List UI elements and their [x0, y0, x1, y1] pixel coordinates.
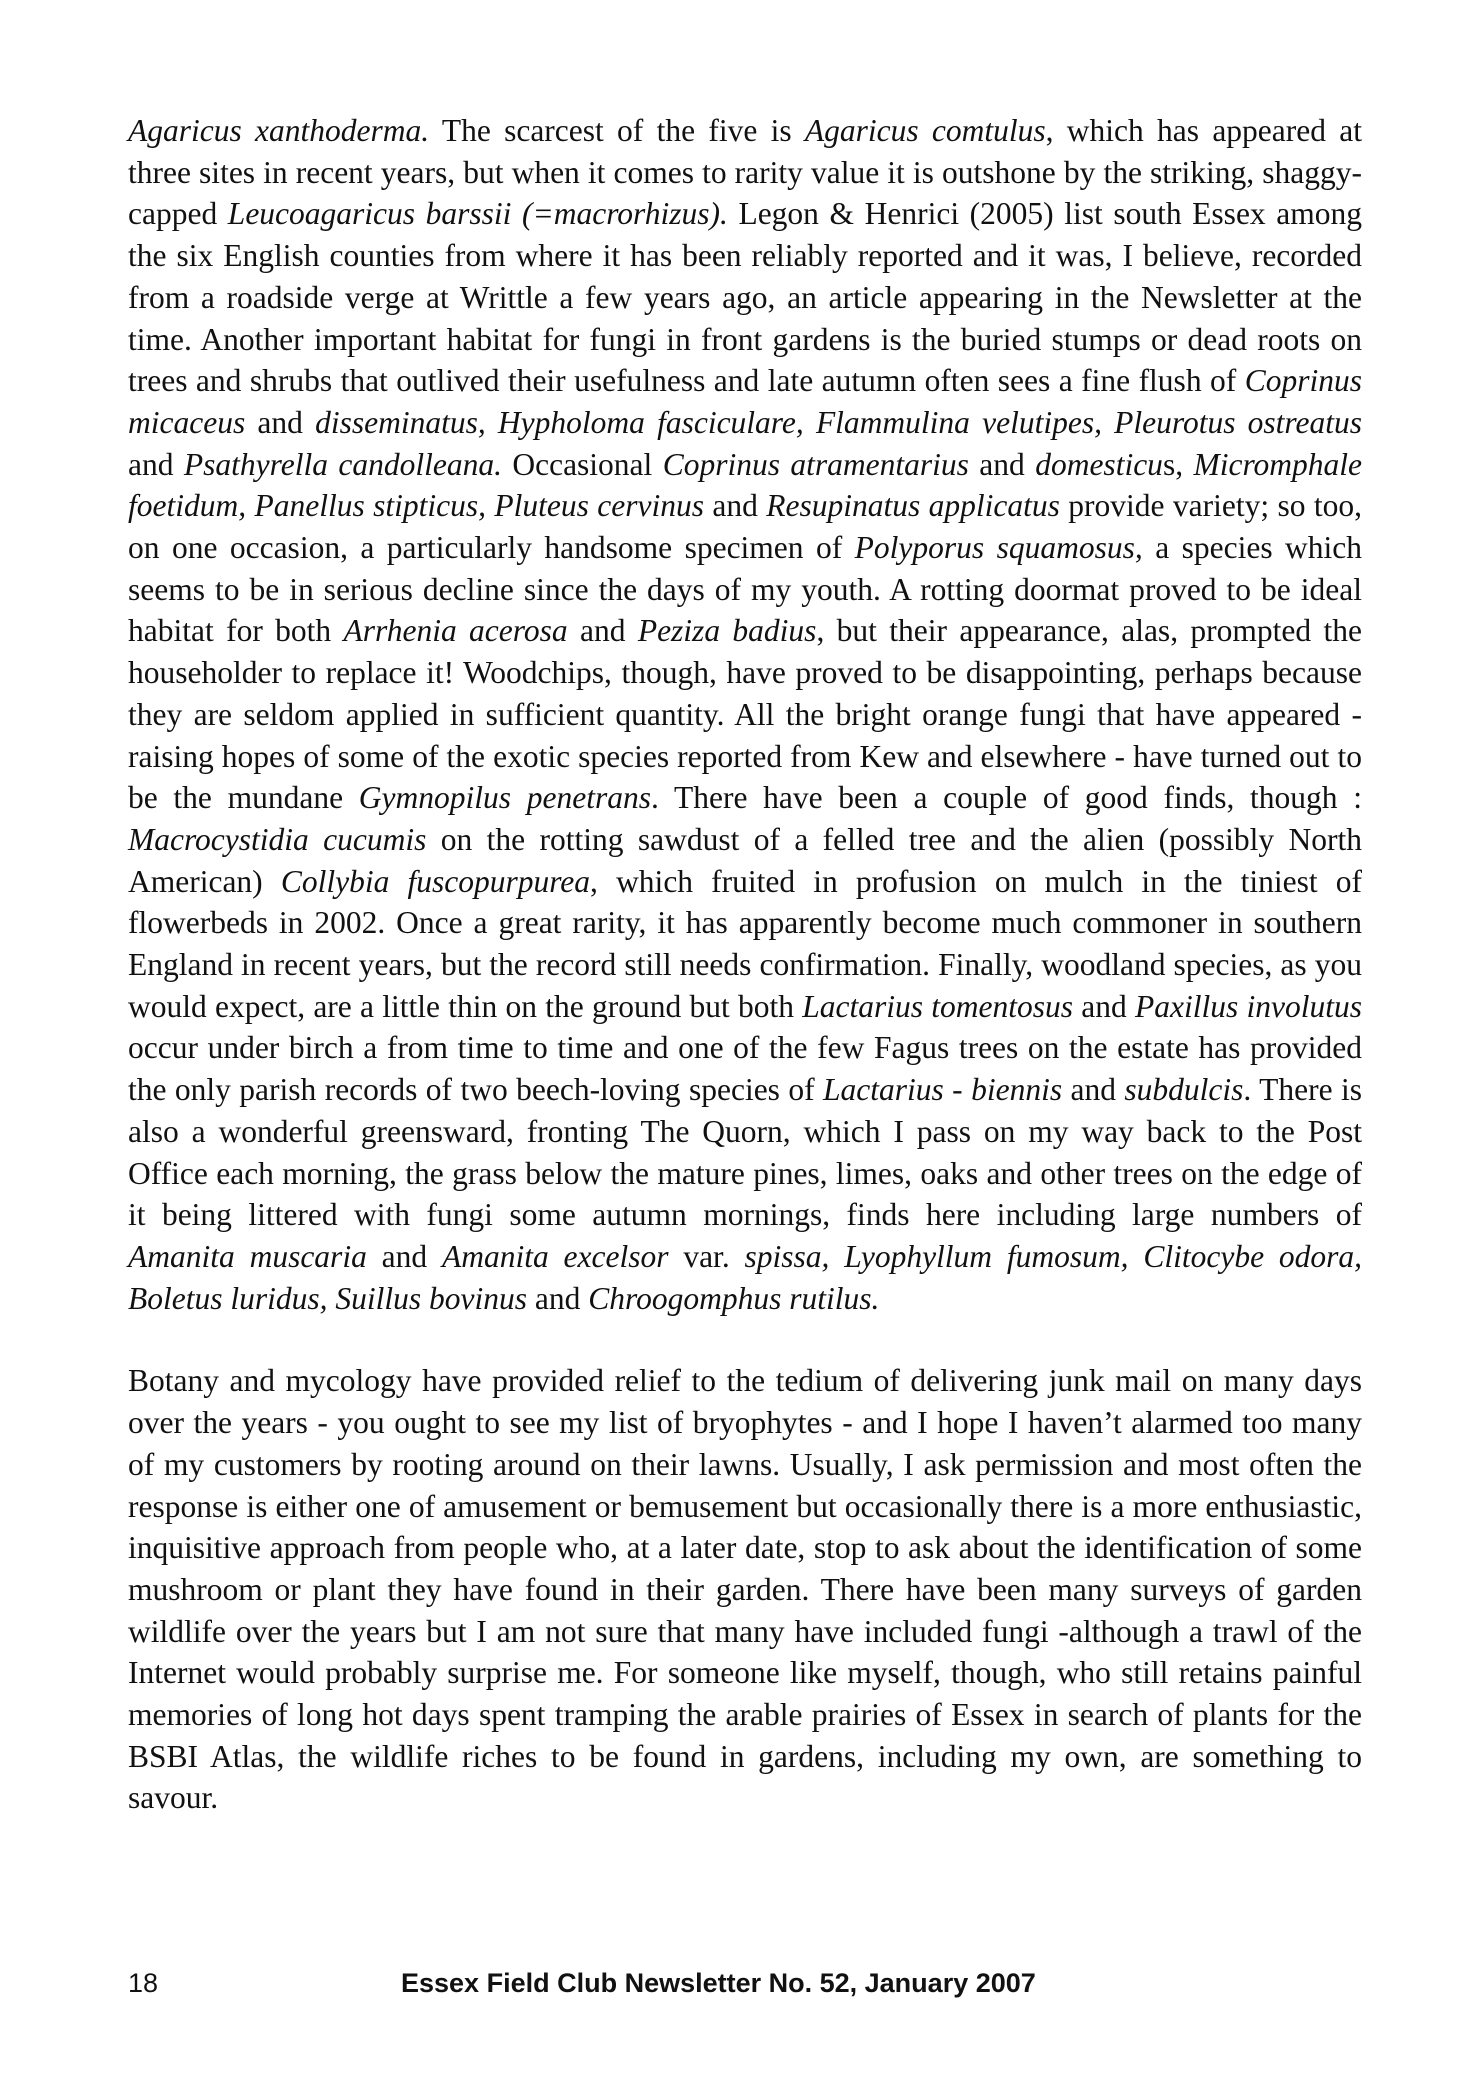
text-run: on the rotting sawdust of a felled tree and the alien (possibly North American)	[128, 821, 1362, 899]
italic-run: Paxillus involutus	[1135, 988, 1362, 1024]
text-run: Botany and mycology have provided relief to the tedium of delivering junk mail on many days over the years - you ought to see my list of bryophytes - and I hope I haven’t alarmed too many of my customers by rooting around on their lawns. Usually, I ask permission and most often the response is either one of amusement or bemusement but occasionally there is a more enthusiastic, inquisitive approach from people who, at a later date, stop to ask about the identification of some mushroom or plant they have found in their garden. There have been many surveys of garden wildlife over the years but I am not sure that many have included fungi -although a trawl of the Internet would probably surprise me. For someone like myself, though, who still retains painful memories of long hot days spent tramping the arable prairies of Essex in search of plants for the BSBI Atlas, the wildlife riches to be found in gardens, including my own, are something to savour.	[128, 1363, 1362, 1816]
text-run: , which has appeared at three sites in recent years, but when it comes to rarity value it is outshone by the striking, shaggy-capped	[128, 113, 1362, 232]
italic-run: domesticu	[1035, 446, 1163, 482]
text-run: and	[245, 404, 316, 440]
page-footer	[128, 1968, 1362, 2008]
italic-run: Coprinus micaceus	[128, 363, 1362, 440]
italic-run: Resupinatus applicatus	[766, 488, 1060, 524]
body-paragraph-2	[128, 1360, 1362, 1819]
text-run: , which fruited in profusion on mulch in the tiniest of flowerbeds in 2002. Once a great rarity, it has apparently become much commoner in southern England in recent years, but the record still needs confirmation. Finally, woodland species, as you would expect, are a little thin on the ground but both	[128, 863, 1362, 1024]
italic-run: Lactarius tomentosus	[802, 988, 1074, 1024]
italic-run: Leucoagaricus barssii (=macrorhizus).	[227, 196, 728, 232]
text-run: and	[567, 613, 638, 649]
document-body	[128, 110, 1362, 1819]
text-run: and	[366, 1238, 442, 1274]
text-run: and	[1062, 1072, 1125, 1108]
italic-run: Collybia fuscopurpurea	[280, 863, 591, 899]
italic-run: Agaricus xanthoderma.	[128, 113, 430, 148]
italic-run: Polyporus squamosus,	[854, 530, 1143, 566]
italic-run: Macrocystidia cucumis	[128, 821, 427, 857]
text-run: and	[128, 446, 184, 482]
text-run: s,	[1162, 446, 1194, 482]
text-run: . There have been a couple of good finds, though :	[650, 780, 1362, 816]
text-run: a species which seems to be in serious decline since the days of my youth. A rotting doormat proved to be ideal habitat for both	[128, 530, 1363, 649]
text-run: The scarcest of the five is	[429, 113, 805, 148]
italic-run: Gymnopilus penetrans	[358, 780, 651, 816]
italic-run: subdulcis	[1124, 1072, 1244, 1108]
italic-run: spissa, Lyophyllum fumosum, Clitocybe odora, Boletus luridus, Suillus bovinus	[128, 1238, 1363, 1316]
text-run: Legon & Henrici (2005) list south Essex among the six English counties from where it has been reliably reported and it was, I believe, recorded from a roadside verge at Writtle a few years ago, an article appearing in the Newsletter at the time. Another important habitat for fungi in front gardens is the buried stumps or dead roots on trees and shrubs that outlived their usefulness and late autumn often sees a fine flush of	[128, 196, 1362, 399]
italic-run: Agaricus comtulus	[804, 113, 1046, 148]
body-paragraph-1	[128, 110, 1362, 1319]
text-run: and	[703, 488, 767, 524]
newsletter-title: Essex Field Club Newsletter No. 52, January 2007	[401, 1968, 1036, 1998]
italic-run: Psathyrella candolleana.	[183, 446, 502, 482]
text-run: var.	[668, 1238, 745, 1274]
italic-run: Micromphale foetidum, Panellus stipticus, Pluteus cervinus	[128, 446, 1363, 524]
italic-run: Chroogomphus rutilus.	[588, 1280, 880, 1316]
text-run: . There is also a wonderful greensward, fronting The Quorn, which I pass on my way back to the Post Office each morning, the grass below the mature pines, limes, oaks and other trees on the edge of it being littered with fungi some autumn mornings, finds here including large numbers of	[128, 1072, 1362, 1233]
page-number: 18	[128, 1968, 159, 1998]
text-run: , but their appearance, alas, prompted the householder to replace it! Woodchips, though, have proved to be disappointing, perhaps because they are seldom applied in sufficient quantity. All the bright orange fungi that have appeared - raising hopes of some of the exotic species reported from Kew and elsewhere - have turned out to be the mundane	[128, 613, 1362, 816]
text-run: occur under birch a from time to time and one of the few Fagus trees on the estate has provided the only parish records of two beech-loving species of	[128, 1030, 1362, 1108]
italic-run: Coprinus atramentarius	[662, 446, 969, 482]
text-run: Occasional	[501, 446, 663, 482]
italic-run: Peziza badius	[637, 613, 817, 649]
text-run: and	[968, 446, 1036, 482]
text-run: and	[1073, 988, 1135, 1024]
italic-run: Amanita excelsor	[441, 1238, 669, 1274]
italic-run: Arrhenia acerosa	[343, 613, 568, 649]
text-run: provide variety; so too, on one occasion, a particularly handsome specimen of	[128, 488, 1363, 566]
italic-run: Lactarius - biennis	[823, 1072, 1063, 1108]
italic-run: disseminatus, Hypholoma fasciculare, Flammulina velutipes, Pleurotus ostreatus	[315, 404, 1363, 440]
italic-run: Amanita muscaria	[128, 1238, 367, 1274]
text-run: and	[527, 1280, 589, 1316]
